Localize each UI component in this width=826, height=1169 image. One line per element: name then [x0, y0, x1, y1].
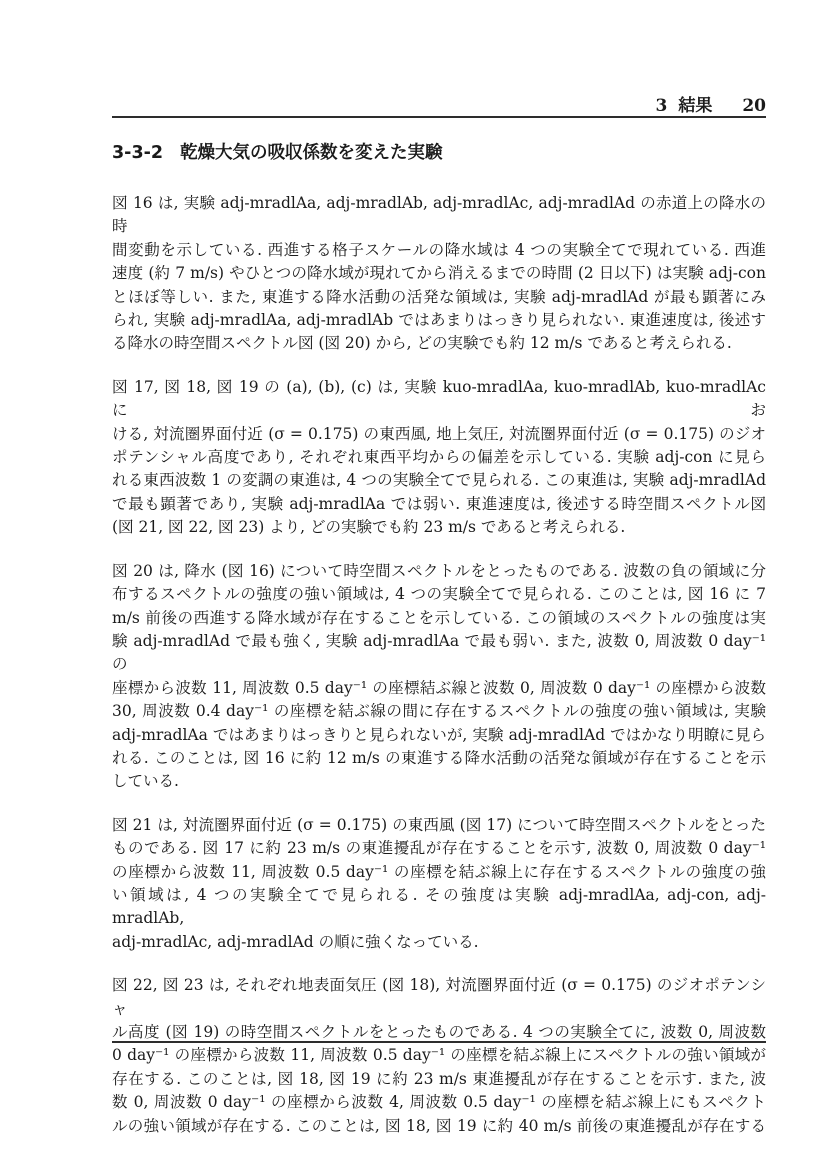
paragraph-3 — [112, 560, 766, 794]
text-line: ポテンシャル高度であり, それぞれ東西平均からの偏差を示している. 実験 adj-con に見ら — [112, 448, 766, 467]
paragraph-2 — [112, 376, 766, 540]
text-line: 0 day⁻¹ の座標から波数 11, 周波数 0.5 day⁻¹ の座標を結ぶ線上にスペクトルの強い領域が — [112, 1046, 766, 1065]
text-line: 図 17, 図 18, 図 19 の (a), (b), (c) は, 実験 kuo-mradlAa, kuo-mradlAb, kuo-mradlAc にお — [112, 377, 766, 420]
header-rule — [112, 116, 766, 118]
text-line: 速度 (約 7 m/s) やひとつの降水域が現れてから消えるまでの時間 (2 日以下) は実験 adj-con — [112, 264, 766, 283]
text-line: 図 20 は, 降水 (図 16) について時空間スペクトルをとったものである. 波数の負の領域に分 — [112, 561, 766, 580]
text-line: れる東西波数 1 の変調の東進は, 4 つの実験全てで見られる. この東進は, 実験 adj-mradlAd — [112, 471, 766, 490]
text-line: られ, 実験 adj-mradlAa, adj-mradlAb ではあまりはっきり見られない. 東進速度は, 後述す — [112, 311, 766, 330]
text-line: い領域は, 4 つの実験全てで見られる. その強度は実験 adj-mradlAa, adj-con, adj-mradlAb, — [112, 885, 766, 928]
text-line: ルの強い領域が存在する. このことは, 図 18, 図 19 に約 40 m/s 前後の東進擾乱が存在する — [112, 1116, 766, 1135]
paragraph-5 — [112, 974, 766, 1138]
text-line: 験 adj-mradlAd で最も強く, 実験 adj-mradlAa で最も弱い. また, 波数 0, 周波数 0 day⁻¹ の — [112, 631, 766, 674]
header-section-title: 結果 — [678, 96, 713, 116]
text-line: ものである. 図 17 に約 23 m/s の東進擾乱が存在することを示す, 波数 0, 周波数 0 day⁻¹ — [112, 839, 766, 858]
header-page-number: 20 — [742, 96, 766, 116]
text-line: している. — [112, 772, 179, 791]
text-line: adj-mradlAc, adj-mradlAd の順に強くなっている. — [112, 932, 479, 951]
section-heading-title: 乾燥大気の吸収係数を変えた実験 — [180, 143, 443, 163]
text-line: 数 0, 周波数 0 day⁻¹ の座標から波数 4, 周波数 0.5 day⁻¹ の座標を結ぶ線上にもスペクト — [112, 1093, 766, 1112]
text-line: adj-mradlAa ではあまりはっきりと見られないが, 実験 adj-mradlAd ではかなり明瞭に見ら — [112, 725, 766, 744]
paragraph-4 — [112, 814, 766, 954]
text-line: ける, 対流圏界面付近 (σ = 0.175) の東西風, 地上気圧, 対流圏界面付近 (σ = 0.175) のジオ — [112, 424, 766, 443]
text-line: 図 21 は, 対流圏界面付近 (σ = 0.175) の東西風 (図 17) について時空間スペクトルをとった — [112, 815, 766, 834]
text-line: 図 16 は, 実験 adj-mradlAa, adj-mradlAb, adj-mradlAc, adj-mradlAd の赤道上の降水の時 — [112, 194, 766, 236]
text-line: 図 22, 図 23 は, それぞれ地表面気圧 (図 18), 対流圏界面付近 (σ = 0.175) のジオポテンシャ — [112, 976, 766, 1018]
text-line: る降水の時空間スペクトル図 (図 20) から, どの実験でも約 12 m/s であると考えられる. — [112, 334, 732, 353]
text-line: ル高度 (図 19) の時空間スペクトルをとったものである. 4 つの実験全てに, 波数 0, 周波数 — [112, 1023, 766, 1041]
text-line: 30, 周波数 0.4 day⁻¹ の座標を結ぶ線の間に存在するスペクトルの強度の強い領域は, 実験 — [112, 702, 766, 721]
text-line: とほぼ等しい. また, 東進する降水活動の活発な領域は, 実験 adj-mradlAd が最も顕著にみ — [112, 287, 766, 306]
body-text — [112, 192, 766, 1158]
text-line: (図 21, 図 22, 図 23) より, どの実験でも約 23 m/s であると考えられる. — [112, 518, 626, 537]
text-line: 存在する. このことは, 図 18, 図 19 に約 23 m/s 東進擾乱が存在することを示す. また, 波 — [112, 1069, 766, 1088]
footer-rule — [112, 1041, 766, 1043]
text-line: 布するスペクトルの強度の強い領域は, 4 つの実験全てで見られる. このことは, 図 16 に 7 — [112, 585, 766, 604]
text-line: れる. このことは, 図 16 に約 12 m/s の東進する降水活動の活発な領域が存在することを示 — [112, 748, 766, 767]
paragraph-1 — [112, 192, 766, 356]
running-header — [112, 91, 766, 116]
text-line: 座標から波数 11, 周波数 0.5 day⁻¹ の座標結ぶ線と波数 0, 周波数 0 day⁻¹ の座標から波数 — [112, 678, 766, 697]
section-heading-number: 3-3-2 — [112, 143, 164, 163]
section-heading — [112, 141, 766, 165]
header-section-number: 3 — [655, 96, 668, 116]
text-line: 間変動を示している. 西進する格子スケールの降水域は 4 つの実験全てで現れている. 西進 — [112, 240, 766, 259]
text-line: m/s 前後の西進する降水域が存在することを示している. この領域のスペクトルの強度は実 — [112, 608, 766, 627]
text-line: の座標から波数 11, 周波数 0.5 day⁻¹ の座標を結ぶ線上に存在するスペクトルの強度の強 — [112, 862, 766, 881]
text-line: で最も顕著であり, 実験 adj-mradlAa では弱い. 東進速度は, 後述する時空間スペクトル図 — [112, 494, 766, 513]
